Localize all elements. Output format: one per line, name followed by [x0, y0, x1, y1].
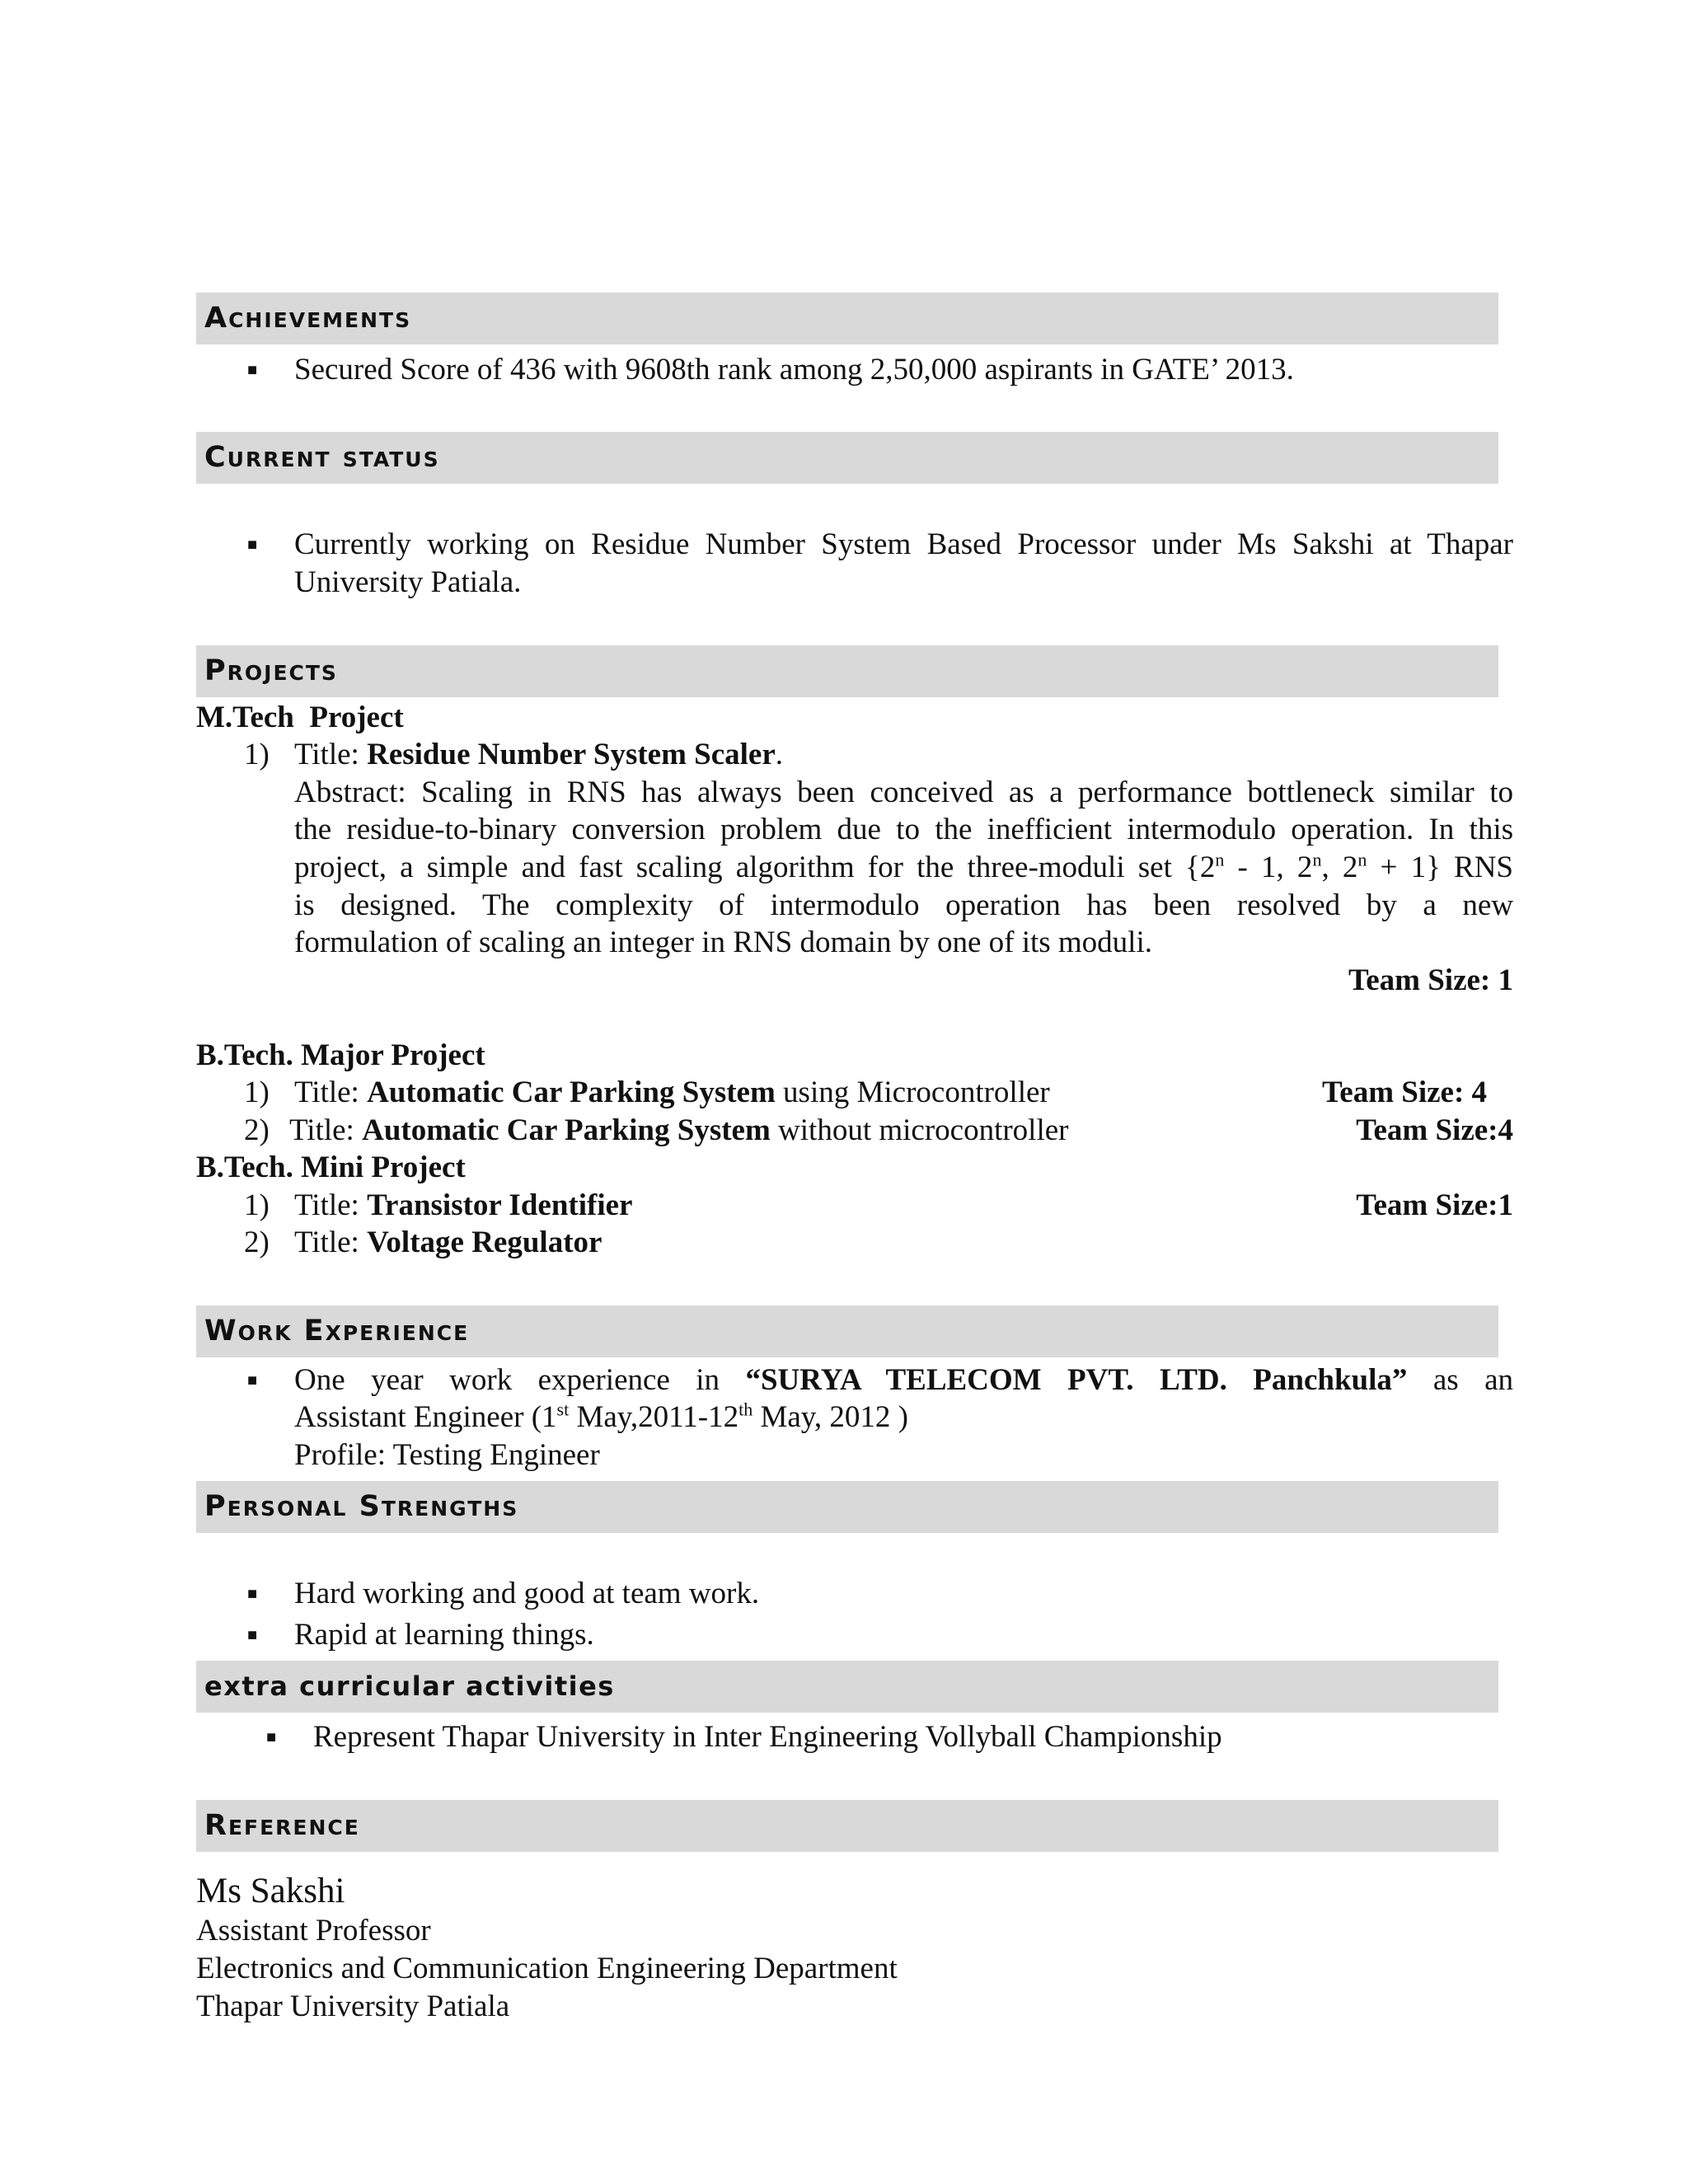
work-experience-profile: Profile: Testing Engineer — [294, 1438, 600, 1472]
mtech-team-size: Team Size: 1 — [1348, 963, 1513, 997]
bullet-icon: ■ — [247, 1626, 258, 1644]
bullet-icon: ■ — [247, 361, 258, 379]
mtech-project-title: Title: Residue Number System Scaler. — [294, 738, 784, 771]
btech-mini-item-2: Title: Voltage Regulator — [294, 1226, 603, 1259]
section-heading-reference: Reference — [196, 1800, 1498, 1852]
section-heading-work-experience: Work Experience — [196, 1305, 1498, 1357]
achievement-item: Secured Score of 436 with 9608th rank among 2,50,000 aspirants in GATE’ 2013. — [294, 353, 1294, 387]
section-heading-current-status: Current status — [196, 432, 1498, 484]
btech-major-item-number: 1) — [244, 1076, 270, 1109]
mtech-title-text: Residue Number System Scaler — [367, 738, 776, 771]
mtech-abstract-line3: project, a simple and fast scaling algorithm for the three-moduli set {2$^n$ - 1, 2$^n$, $2^n + 1$} RNS — [294, 849, 1514, 884]
work-experience-line2: Assistant Engineer (1st May,2011-12th May, 2012 ) — [294, 1399, 908, 1434]
btech-mini-item-1: Title: Transistor Identifier — [294, 1188, 633, 1222]
btech-major-item-number: 2) — [244, 1113, 270, 1147]
personal-strength-item: Rapid at learning things. — [294, 1618, 594, 1652]
btech-mini-team-size-1: Team Size:1 — [1356, 1188, 1513, 1222]
btech-mini-item-number: 1) — [244, 1188, 270, 1222]
btech-mini-item-number: 2) — [244, 1226, 270, 1259]
btech-major-team-size-1: Team Size: 4 — [1322, 1076, 1488, 1109]
section-heading-personal-strengths: Personal Strengths — [196, 1481, 1498, 1533]
bullet-icon: ■ — [247, 536, 258, 554]
extra-curricular-item: Represent Thapar University in Inter Engineering Vollyball Championship — [313, 1720, 1222, 1754]
current-status-line2: University Patiala. — [294, 565, 522, 599]
btech-major-heading: B.Tech. Major Project — [196, 1038, 485, 1072]
reference-title: Assistant Professor — [196, 1914, 431, 1947]
btech-mini-heading: B.Tech. Mini Project — [196, 1151, 466, 1184]
section-heading-projects: Projects — [196, 645, 1498, 697]
mtech-abstract-line1: Abstract: Scaling in RNS has always been conceived as a performance bottleneck similar to — [294, 776, 1513, 809]
bullet-icon: ■ — [247, 1585, 258, 1603]
section-heading-extra-curricular: extra curricular activities — [196, 1661, 1498, 1713]
reference-institution: Thapar University Patiala — [196, 1990, 510, 2023]
btech-major-item-1: Title: Automatic Car Parking System using Microcontroller — [294, 1076, 1050, 1109]
mtech-item-number: 1) — [244, 738, 270, 771]
btech-major-team-size-2: Team Size:4 — [1356, 1113, 1513, 1147]
mtech-abstract-line5: formulation of scaling an integer in RNS domain by one of its moduli. — [294, 926, 1152, 959]
reference-name: Ms Sakshi — [196, 1872, 345, 1910]
mtech-abstract-line4: is designed. The complexity of intermodulo operation has been resolved by a new — [294, 888, 1513, 922]
mtech-abstract-line2: the residue-to-binary conversion problem due to the inefficient intermodulo operation. In this — [294, 813, 1513, 846]
bullet-icon: ■ — [266, 1728, 277, 1746]
personal-strength-item: Hard working and good at team work. — [294, 1577, 760, 1610]
mtech-project-heading: M.Tech Project — [196, 701, 404, 734]
current-status-line1: Currently working on Residue Number System Based Processor under Ms Sakshi at Thapar — [294, 527, 1513, 561]
btech-major-item-2: Title: Automatic Car Parking System without microcontroller — [289, 1113, 1069, 1147]
section-heading-achievements: Achievements — [196, 293, 1498, 344]
work-experience-line1: One year work experience in “SURYA TELECOM PVT. LTD. Panchkula” as an — [294, 1363, 1514, 1397]
reference-department: Electronics and Communication Engineering Department — [196, 1952, 898, 1985]
bullet-icon: ■ — [247, 1371, 258, 1390]
